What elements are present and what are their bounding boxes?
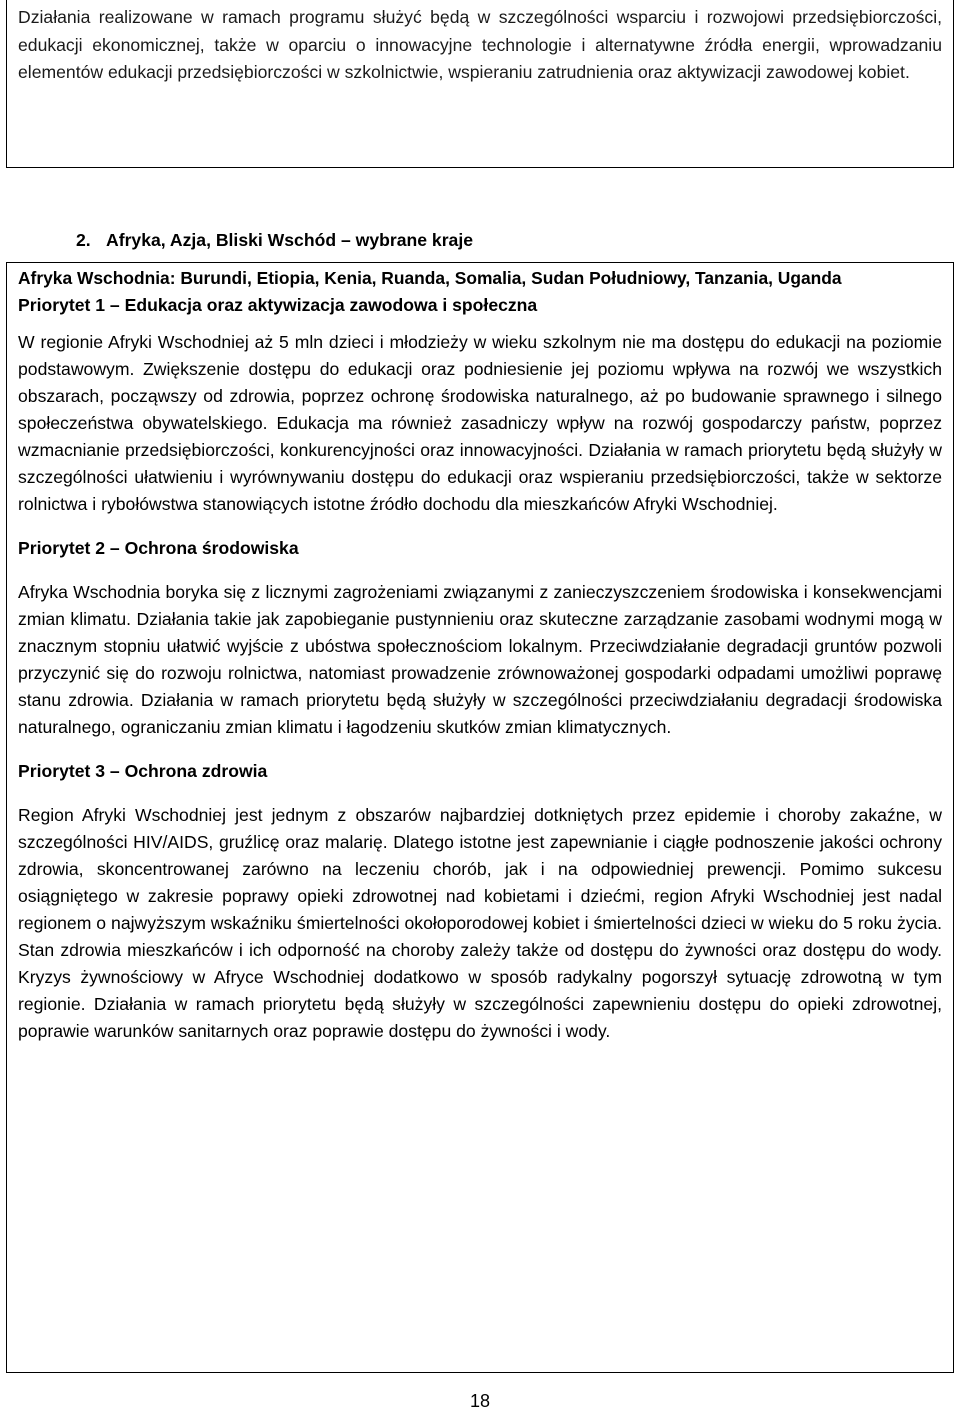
section-number: 2. xyxy=(76,230,91,250)
intro-paragraph: Działania realizowane w ramach programu służyć będą w szczególności wsparciu i rozwojowi przedsiębiorczości, edukacji ekonomicznej, także w oparciu o innowacyjne technologie i alternatywne źródła energii, wprowadzaniu elementów edukacji przedsiębiorczości w szkolnictwie, wspieraniu zatrudnienia oraz aktywizacji zawodowej kobiet. xyxy=(18,7,942,82)
priority-1-text: W regionie Afryki Wschodniej aż 5 mln dzieci i młodzieży w wieku szkolnym nie ma dostępu do edukacji na poziomie podstawowym. Zwiększenie dostępu do edukacji oraz podniesienie jej poziomu wpływa na rozwój we wszystkich obszarach, począwszy od zdrowia, poprzez ochronę środowiska naturalnego, aż po budowanie sprawnego i silnego społeczeństwa obywatelskiego. Edukacja ma również zasadniczy wpływ na rozwój gospodarczy państw, poprzez wzmacnianie przedsiębiorczości, konkurencyjności oraz innowacyjności. Działania w ramach priorytetu będą służyły w szczególności ułatwieniu i wyrównywaniu dostępu do edukacji oraz wspieraniu przedsiębiorczości, także w sektorze rolnictwa i rybołówstwa stanowiących istotne źródło dochodu dla mieszkańców Afryki Wschodniej. xyxy=(18,332,942,514)
intro-text-box xyxy=(6,0,954,168)
priority-3-heading: Priorytet 3 – Ochrona zdrowia xyxy=(18,761,268,781)
priority-3-text: Region Afryki Wschodniej jest jednym z obszarów najbardziej dotkniętych przez epidemie i choroby zakaźne, w szczególności HIV/AIDS, gruźlicę oraz malarię. Dlatego istotne jest zapewnianie i ciągłe podnoszenie jakości ochrony zdrowia, skoncentrowanej zarówno na leczeniu chorób, jak i na odpowiedniej prewencji. Pomimo sukcesu osiągniętego w zakresie poprawy opieki zdrowotnej nad kobietami i dziećmi, region Afryki Wschodniej jest nadal regionem o najwyższym wskaźniku śmiertelności okołoporodowej kobiet i śmiertelności dzieci w wieku do 5 roku życia. Stan zdrowia mieszkańców i ich odporność na choroby zależy także od dostępu do żywności oraz dostępu do wody. Kryzys żywnościowy w Afryce Wschodniej dodatkowo w sposób radykalny pogorszył sytuację zdrowotną w tym regionie. Działania w ramach priorytetu będą służyły w szczególności zapewnieniu dostępu do opieki zdrowotnej, poprawie warunków sanitarnych oraz poprawie dostępu do żywności i wody. xyxy=(18,805,942,1041)
priority-1-heading: Priorytet 1 – Edukacja oraz aktywizacja zawodowa i społeczna xyxy=(18,295,538,315)
section-heading xyxy=(76,228,473,252)
content-box xyxy=(6,262,954,1373)
section-title: Afryka, Azja, Bliski Wschód – wybrane kraje xyxy=(106,230,474,250)
page-number: 18 xyxy=(469,1391,491,1411)
priority-2-heading: Priorytet 2 – Ochrona środowiska xyxy=(18,538,299,558)
region-heading: Afryka Wschodnia: Burundi, Etiopia, Kenia, Ruanda, Somalia, Sudan Południowy, Tanzania, Uganda xyxy=(18,268,842,288)
priority-2-text: Afryka Wschodnia boryka się z licznymi zagrożeniami związanymi z zanieczyszczeniem środowiska i konsekwencjami zmian klimatu. Działania takie jak zapobieganie pustynnieniu oraz skuteczne zarządzanie zasobami wodnymi mogą w znacznym stopniu ułatwić wyjście z ubóstwa społecznościom lokalnym. Przeciwdziałanie degradacji gruntów pozwoli przyczynić się do rozwoju rolnictwa, natomiast prowadzenie zrównoważonej gospodarki odpadami umożliwi poprawę stanu zdrowia. Działania w ramach priorytetu będą służyły w szczególności przeciwdziałaniu degradacji środowiska naturalnego, ograniczaniu zmian klimatu i łagodzeniu skutków zmian klimatycznych. xyxy=(18,582,942,737)
